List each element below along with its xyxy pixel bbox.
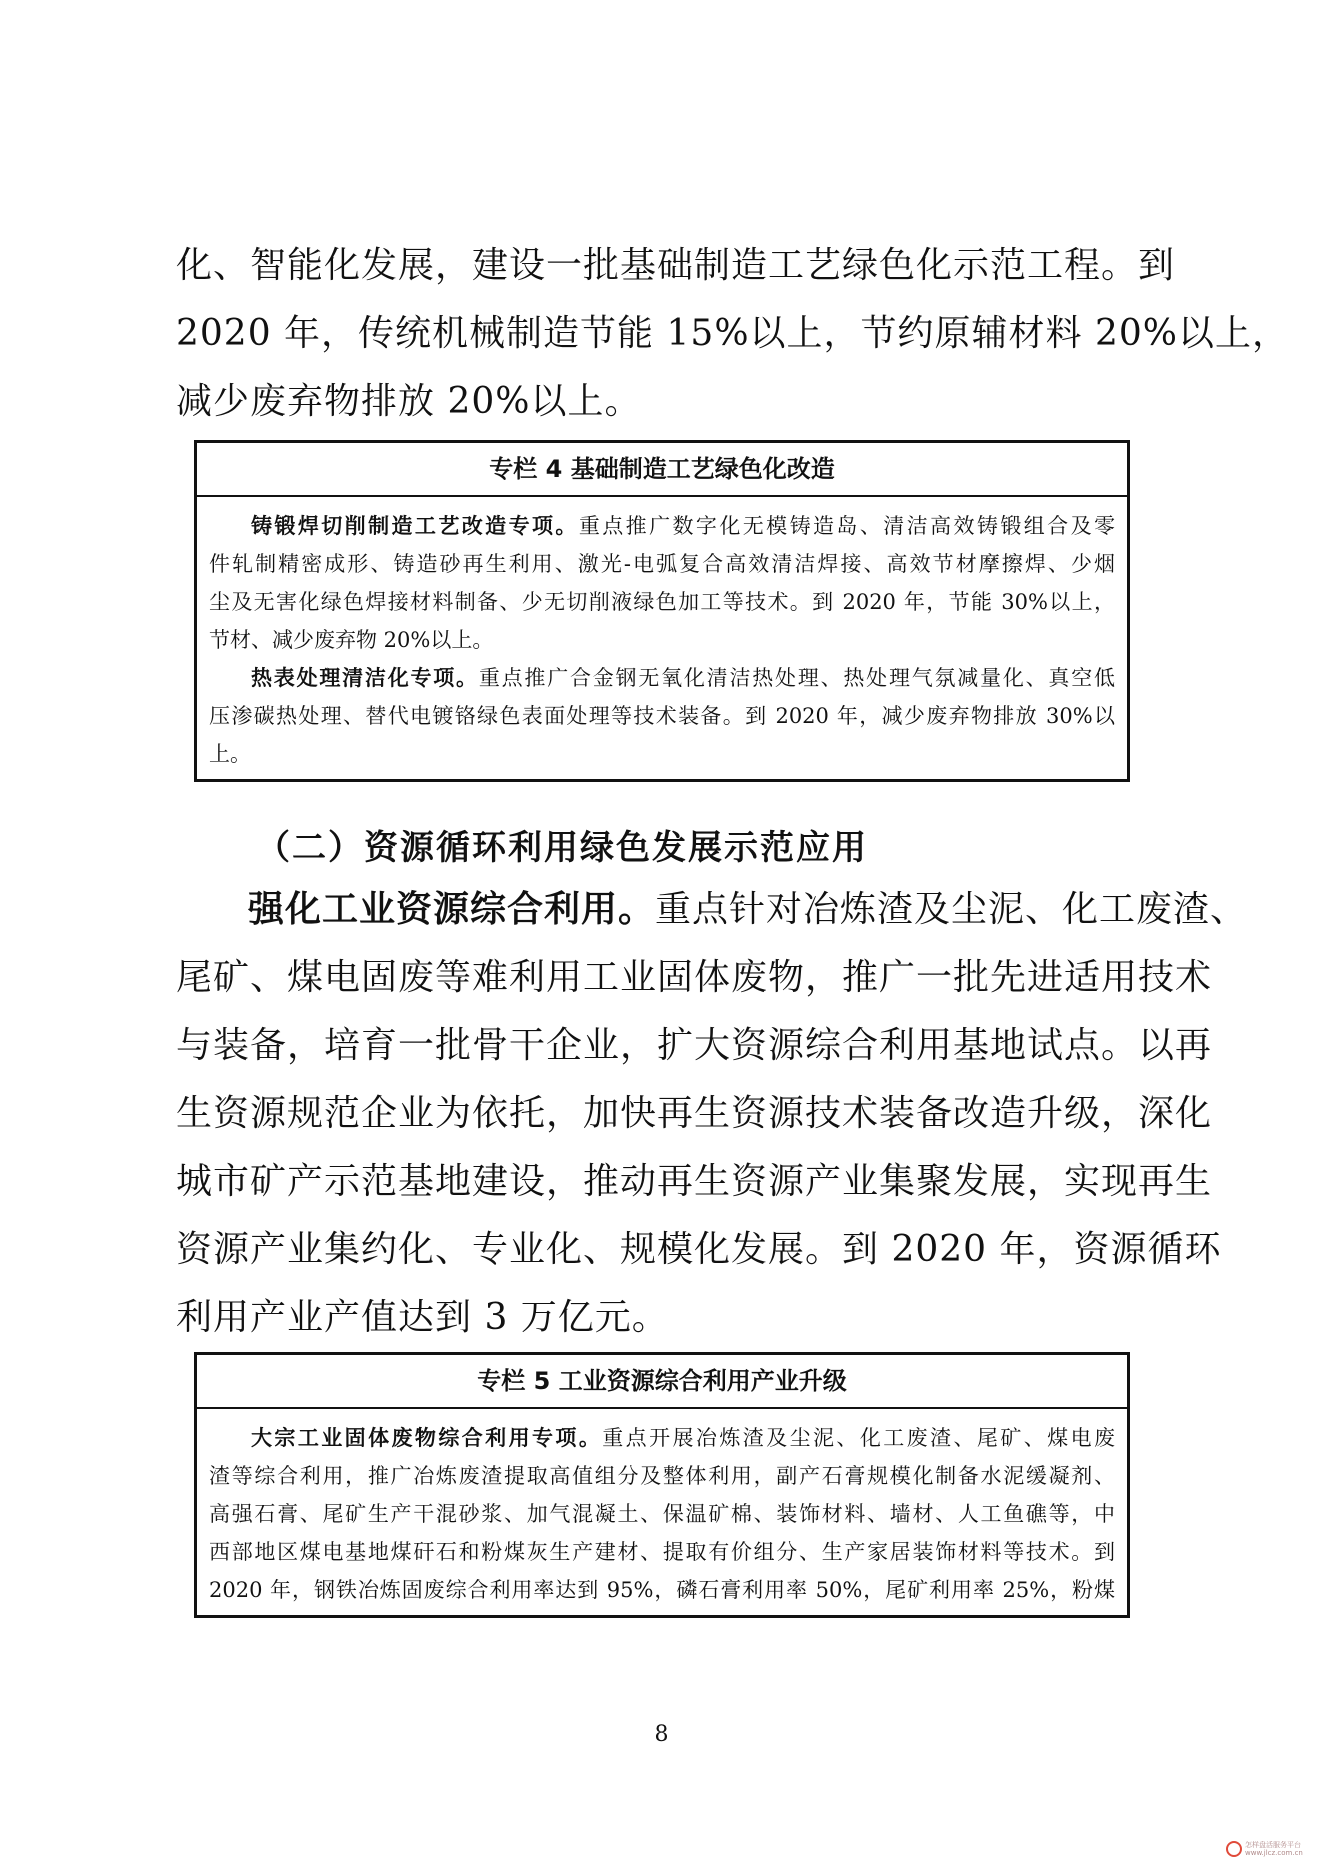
column-box-5-body <box>197 1409 1127 1615</box>
watermark-line-2: www.jlcz.com.cn <box>1245 1849 1303 1857</box>
box5-p1-line-2: 渣等综合利用，推广冶炼废渣提取高值组分及整体利用，副产石膏规模化制备水泥缓凝剂、 <box>209 1464 1115 1488</box>
watermark-text <box>1245 1841 1303 1857</box>
box5-p1-line-5: 2020 年，钢铁冶炼固废综合利用率达到 95%，磷石膏利用率 50%，尾矿利用率 25%，粉煤 <box>209 1578 1115 1602</box>
box4-p2-line-1 <box>209 659 1115 697</box>
box4-p2-line-2: 压渗碳热处理、替代电镀铬绿色表面处理等技术装备。到 2020 年，减少废弃物排放 30%以 <box>209 704 1115 728</box>
section-line-5: 城市矿产示范基地建设，推动再生资源产业集聚发展，实现再生 <box>176 1161 1213 1202</box>
box4-p2-line-3: 上。 <box>209 742 251 766</box>
box4-p1-line-4: 节材、减少废弃物 20%以上。 <box>209 628 494 652</box>
box4-p1-lead: 铸锻焊切削制造工艺改造专项。 <box>251 514 579 538</box>
box5-p1-line-4: 西部地区煤电基地煤矸石和粉煤灰生产建材、提取有价组分、生产家居装饰材料等技术。到 <box>209 1540 1115 1564</box>
intro-line-1: 化、智能化发展，建设一批基础制造工艺绿色化示范工程。到 <box>176 245 1176 286</box>
section-line-3: 与装备，培育一批骨干企业，扩大资源综合利用基地试点。以再 <box>176 1025 1213 1066</box>
box4-p1-line-1 <box>209 507 1115 545</box>
section-line-1 <box>176 880 1248 940</box>
column-box-4-title: 专栏 4 基础制造工艺绿色化改造 <box>197 443 1127 497</box>
box5-p1-line-1 <box>209 1419 1115 1457</box>
box4-p2-lead: 热表处理清洁化专项。 <box>251 666 479 690</box>
watermark-line-1: 怎样盘活服务平台 <box>1245 1841 1301 1849</box>
watermark <box>1226 1836 1316 1862</box>
section-lead: 强化工业资源综合利用。 <box>248 889 656 930</box>
section-line-6: 资源产业集约化、专业化、规模化发展。到 2020 年，资源循环 <box>176 1229 1222 1270</box>
page-number: 8 <box>654 1722 669 1747</box>
section-line-1-text: 重点针对冶炼渣及尘泥、化工废渣、 <box>655 889 1248 930</box>
column-box-5 <box>194 1352 1130 1618</box>
column-box-5-title: 专栏 5 工业资源综合利用产业升级 <box>197 1355 1127 1409</box>
box4-p1-line-3: 尘及无害化绿色焊接材料制备、少无切削液绿色加工等技术。到 2020 年，节能 30%以上， <box>209 590 1115 614</box>
intro-line-2: 2020 年，传统机械制造节能 15%以上，节约原辅材料 20%以上， <box>176 313 1289 354</box>
box4-p1-line-2: 件轧制精密成形、铸造砂再生利用、激光-电弧复合高效清洁焊接、高效节材摩擦焊、少烟 <box>209 552 1115 576</box>
box5-p1-line-3: 高强石膏、尾矿生产干混砂浆、加气混凝土、保温矿棉、装饰材料、墙材、人工鱼礁等，中 <box>209 1502 1115 1526</box>
box4-p2-text: 重点推广合金钢无氧化清洁热处理、热处理气氛减量化、真空低 <box>478 666 1116 690</box>
section-line-2: 尾矿、煤电固废等难利用工业固体废物，推广一批先进适用技术 <box>176 957 1213 998</box>
watermark-logo-icon <box>1226 1841 1242 1857</box>
intro-line-3: 减少废弃物排放 20%以上。 <box>176 381 642 422</box>
column-box-4-body <box>197 497 1127 779</box>
section-line-7: 利用产业产值达到 3 万亿元。 <box>176 1297 669 1338</box>
box5-p1-lead: 大宗工业固体废物综合利用专项。 <box>251 1426 603 1450</box>
section-line-4: 生资源规范企业为依托，加快再生资源技术装备改造升级，深化 <box>176 1093 1213 1134</box>
section-heading: （二）资源循环利用绿色发展示范应用 <box>256 828 868 868</box>
column-box-4 <box>194 440 1130 782</box>
box4-p1-text: 重点推广数字化无模铸造岛、清洁高效铸锻组合及零 <box>578 514 1116 538</box>
box5-p1-text: 重点开展冶炼渣及尘泥、化工废渣、尾矿、煤电废 <box>602 1426 1115 1450</box>
